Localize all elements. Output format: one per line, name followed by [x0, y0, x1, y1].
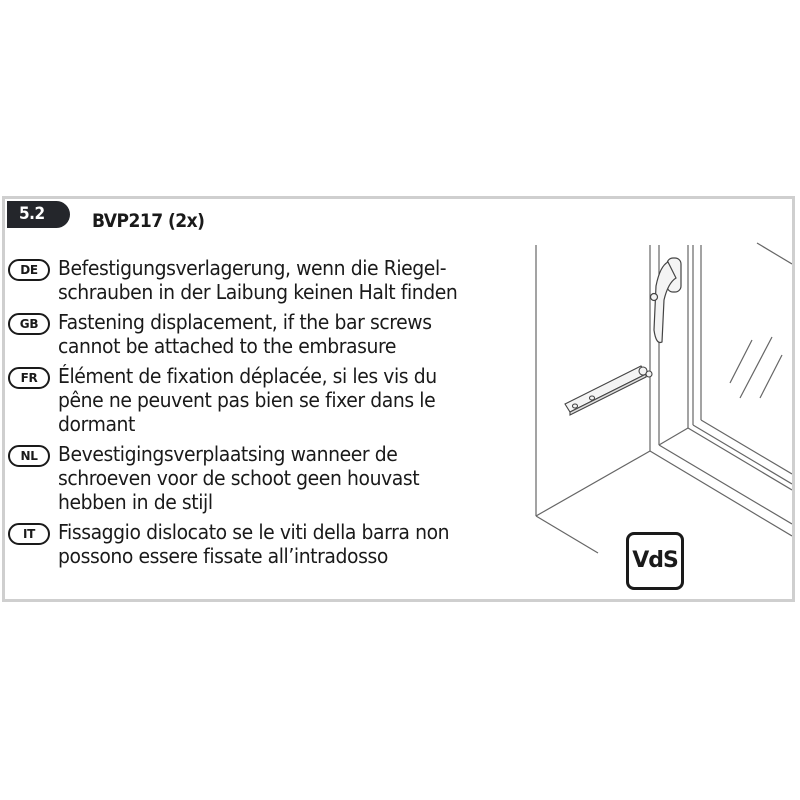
entry-gb [8, 310, 528, 358]
text-line: Befestigungsverlagerung, wenn die Riegel- [58, 256, 447, 280]
text-line: hebben in de stijl [58, 490, 213, 514]
text-line: pêne ne peuvent pas bien se fixer dans le [58, 388, 436, 412]
vds-certification-mark: VdS [626, 532, 684, 590]
language-entries [8, 256, 528, 574]
text-line: cannot be attached to the embrasure [58, 334, 397, 358]
entry-text-de [58, 256, 500, 304]
section-title: BVP217 (2x) [92, 210, 205, 232]
language-badge-de: DE [8, 259, 50, 281]
language-badge-gb: GB [8, 313, 50, 335]
section-number-badge: 5.2 [7, 201, 70, 228]
text-line: Fastening displacement, if the bar screws [58, 310, 432, 334]
entry-text-gb [58, 310, 500, 358]
text-line: schrauben in der Laibung keinen Halt finden [58, 280, 458, 304]
text-line: Bevestigingsverplaatsing wanneer de [58, 442, 398, 466]
entry-de [8, 256, 528, 304]
language-badge-nl: NL [8, 445, 50, 467]
text-line: possono essere fissate all’intradosso [58, 544, 388, 568]
entry-nl [8, 442, 528, 514]
entry-text-nl [58, 442, 500, 514]
language-badge-fr: FR [8, 367, 50, 389]
language-badge-it: IT [8, 523, 50, 545]
entry-text-it [58, 520, 500, 568]
entry-text-fr [58, 364, 500, 436]
window-handle-icon [651, 258, 682, 343]
text-line: dormant [58, 412, 136, 436]
entry-it [8, 520, 528, 568]
text-line: schroeven voor de schoot geen houvast [58, 466, 420, 490]
bolt-bar-icon [565, 366, 652, 415]
text-line: Fissaggio dislocato se le viti della barra non [58, 520, 450, 544]
text-line: Élément de fixation déplacée, si les vis du [58, 364, 437, 388]
entry-fr [8, 364, 528, 436]
